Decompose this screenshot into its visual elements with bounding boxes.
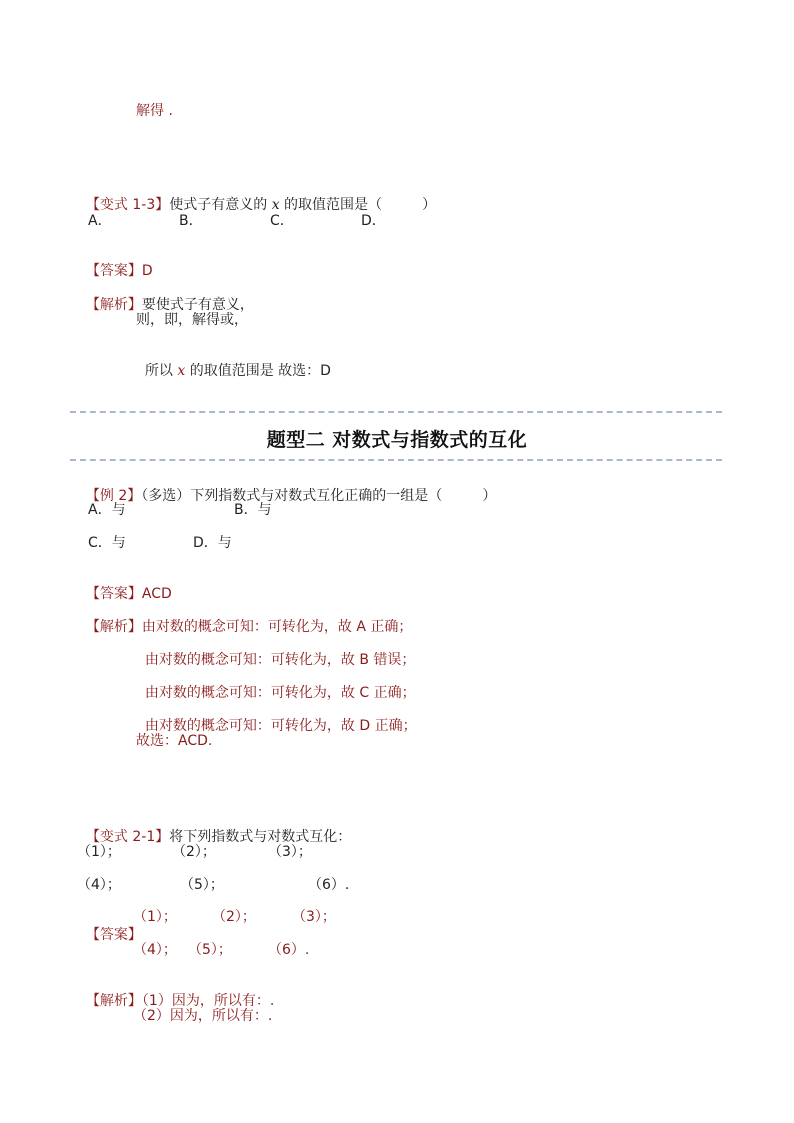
option-d: D．与: [193, 535, 232, 551]
question-text-post: 的取值范围是（ ）: [279, 197, 437, 213]
variant-question-text: 将下列指数式与对数式互化：: [169, 829, 352, 845]
option-c: C．: [270, 213, 294, 229]
analysis-line-3: [136, 344, 331, 380]
analysis-line-1: [77, 278, 254, 314]
analysis-text-pre: 由对数的概念可知：可转化为，故: [144, 718, 360, 734]
option-d: D．: [361, 213, 386, 229]
analysis-mark: C: [359, 685, 370, 701]
analysis-line-3: [136, 666, 416, 702]
example-2-question: [77, 469, 496, 505]
analysis-line-2: （2）因为，所以有：.: [133, 1008, 273, 1024]
option-c: C．与: [88, 535, 126, 551]
question-item-5: （5）；: [180, 877, 224, 893]
variant-2-1-question: [77, 810, 351, 846]
variant-1-3-question: [77, 178, 436, 214]
analysis-text-pre: 由对数的概念可知：可转化为，故: [144, 652, 360, 668]
analysis-tag: 【解析】: [85, 619, 142, 635]
question-item-3: （3）；: [268, 844, 312, 860]
answer-line: [77, 244, 153, 280]
answer-tag: 【答案】: [85, 927, 142, 943]
option-a: A．: [88, 213, 112, 229]
analysis-line-1: [77, 974, 274, 1010]
analysis-mark: D: [359, 718, 371, 734]
question-item-4: （4）；: [77, 877, 121, 893]
analysis-mark: A: [356, 619, 366, 635]
variant-tag: 【变式 2-1】: [85, 829, 170, 845]
analysis-l3-pre: 所以: [144, 363, 178, 379]
section-divider-top: [70, 411, 722, 413]
analysis-text-post: 正确；: [369, 685, 416, 701]
answer-item-1: （1）；: [133, 909, 177, 925]
analysis-line-1: [77, 600, 412, 636]
answer-tag: 【答案】: [85, 263, 142, 279]
option-b: B．与: [234, 502, 272, 518]
analysis-l3-variable: x: [177, 363, 186, 379]
analysis-text-post: 正确；: [365, 619, 413, 635]
section-title: 题型二 对数式与指数式的互化: [266, 429, 528, 451]
answer-item-4: （4）；: [133, 942, 177, 958]
question-item-1: （1）；: [77, 844, 121, 860]
analysis-line-2: [136, 633, 415, 669]
analysis-line-2: 则，即，解得或，: [136, 312, 248, 328]
question-item-6: （6）.: [308, 877, 350, 893]
analysis-tag: 【解析】: [85, 993, 142, 1009]
analysis-l3-post: 的取值范围是 故选：D: [185, 363, 331, 379]
example-question-text: （多选）下列指数式与对数式互化正确的一组是（ ）: [141, 488, 497, 504]
question-item-2: （2）；: [172, 844, 216, 860]
analysis-text-post: 错误；: [368, 652, 416, 668]
answer-value: D: [141, 263, 153, 279]
analysis-text: 要使式子有意义，: [141, 297, 254, 313]
answer-line: [77, 567, 172, 603]
section-divider-bottom: [70, 459, 722, 461]
question-variable: x: [271, 197, 280, 213]
answer-tag: 【答案】: [85, 586, 142, 602]
option-b: B．: [179, 213, 203, 229]
analysis-conclusion: 故选：ACD.: [136, 733, 213, 749]
solve-text: 解得 .: [136, 103, 173, 119]
answer-item-6: （6）.: [268, 942, 310, 958]
analysis-text-post: 正确；: [370, 718, 417, 734]
analysis-text: （1）因为，所以有：.: [141, 993, 275, 1009]
answer-item-3: （3）；: [292, 909, 336, 925]
answer-item-5: （5）；: [188, 942, 232, 958]
analysis-mark: B: [359, 652, 369, 668]
analysis-line-4: [136, 699, 417, 735]
question-text-pre: 使式子有意义的: [169, 197, 272, 213]
answer-item-2: （2）；: [212, 909, 256, 925]
variant-tag: 【变式 1-3】: [85, 197, 170, 213]
analysis-text-pre: 由对数的概念可知：可转化为，故: [144, 685, 360, 701]
analysis-text-pre: 由对数的概念可知：可转化为，故: [141, 619, 357, 635]
example-tag: 【例 2】: [85, 488, 142, 504]
option-a: A．与: [88, 502, 126, 518]
analysis-tag: 【解析】: [85, 297, 142, 313]
answer-value: ACD: [141, 586, 172, 602]
